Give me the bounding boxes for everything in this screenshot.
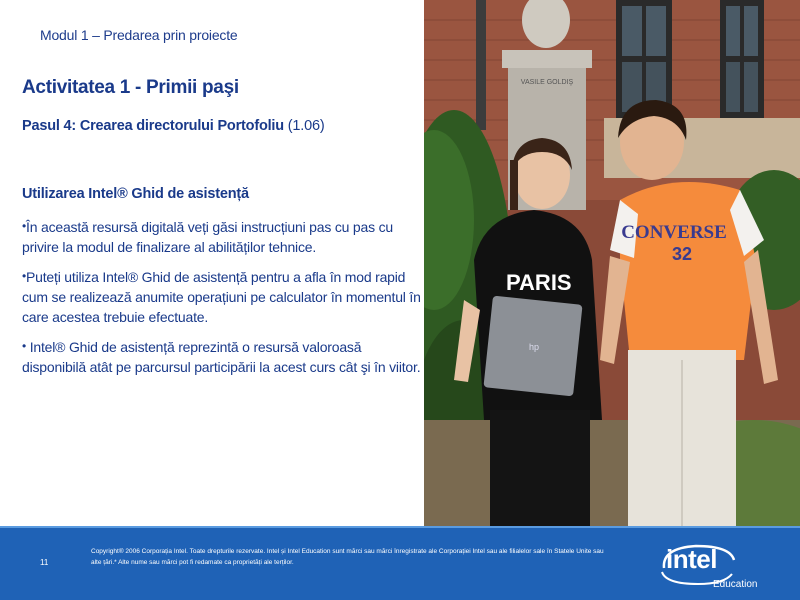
students-photo (424, 0, 800, 526)
bullet-item (22, 266, 426, 327)
bullet-text: În această resursă digitală veți găsi instrucțiuni pas cu pas cu privire la modul de finalizare al abilităților tehnice. (22, 219, 393, 255)
laptop-logo: hp (528, 342, 540, 352)
copyright-text: Copyright® 2006 Corporația Intel. Toate drepturile rezervate. Intel și Intel Education sunt mărci sau mărci înregistrate ale Corporației Intel sau ale filialelor sale în Statele Unite sau alte țări.* Alte nume sau mărci pot fi redamate ca proprietăți ale terților. (91, 548, 604, 566)
statue-plaque: VASILE GOLDIŞ (520, 79, 574, 86)
step-title (22, 118, 324, 134)
bullet-dot-icon: • (22, 219, 27, 233)
bullet-text: Intel® Ghid de asistență reprezintă o resursă valoroasă disponibilă atât pe parcursul participării la acest curs cât şi în viitor. (22, 339, 421, 375)
logo-sub: Education (713, 579, 758, 590)
shirt-right-brand: CONVERSE (621, 222, 727, 243)
bullet-dot-icon: • (22, 269, 27, 283)
activity-title: Activitatea 1 - Primii paşi (22, 77, 239, 98)
page-number: 11 (40, 558, 49, 567)
step-title-text: Pasul 4: Crearea directorului Portofoliu (22, 118, 284, 134)
logo-word: intel (666, 544, 717, 574)
step-code: (1.06) (287, 118, 325, 134)
module-label: Modul 1 – Predarea prin proiecte (40, 27, 238, 43)
shirt-right-number: 32 (671, 244, 693, 264)
section-title: Utilizarea Intel® Ghid de asistență (22, 186, 249, 202)
bullet-item (22, 216, 426, 257)
shirt-left-text: PARIS (506, 270, 572, 295)
bullet-item (22, 336, 426, 377)
bullet-text: Puteți utiliza Intel® Ghid de asistență pentru a afla în mod rapid cum se realizează anumite operațiuni pe calculator în momentul în care acestea trebuie efectuate. (22, 269, 421, 325)
bullet-dot-icon: • (22, 339, 27, 353)
intel-education-logo (654, 536, 770, 594)
content-body (22, 186, 426, 386)
footer-divider (0, 526, 800, 528)
footer-bar (0, 526, 800, 600)
